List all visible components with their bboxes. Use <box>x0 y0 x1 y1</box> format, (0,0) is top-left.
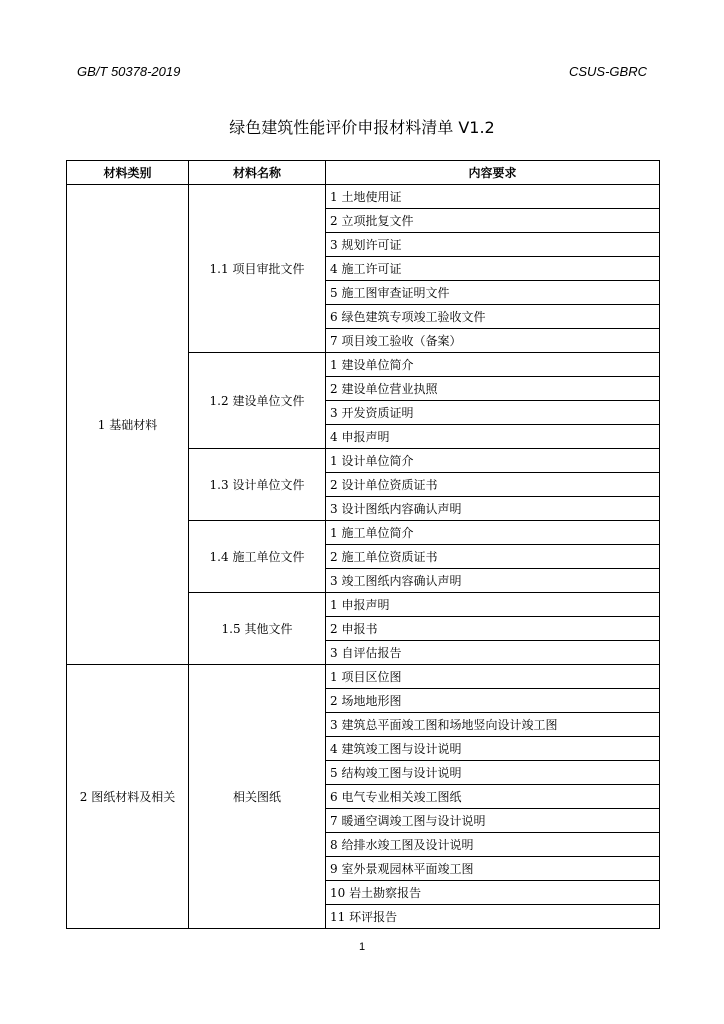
column-header-requirements: 内容要求 <box>326 161 660 185</box>
column-header-material-name: 材料名称 <box>189 161 326 185</box>
materials-table <box>66 160 660 929</box>
requirement-cell: 10 岩土勘察报告 <box>326 881 660 905</box>
requirement-cell: 8 给排水竣工图及设计说明 <box>326 833 660 857</box>
requirement-cell: 3 竣工图纸内容确认声明 <box>326 569 660 593</box>
requirement-cell: 2 设计单位资质证书 <box>326 473 660 497</box>
column-header-category: 材料类别 <box>67 161 189 185</box>
header-standard-code: GB/T 50378-2019 <box>77 64 181 79</box>
requirement-cell: 9 室外景观园林平面竣工图 <box>326 857 660 881</box>
requirement-cell: 2 立项批复文件 <box>326 209 660 233</box>
category-cell: 2 图纸材料及相关 <box>67 665 189 929</box>
requirement-cell: 7 暖通空调竣工图与设计说明 <box>326 809 660 833</box>
header-organization: CSUS-GBRC <box>568 64 647 79</box>
requirement-cell: 3 设计图纸内容确认声明 <box>326 497 660 521</box>
requirement-cell: 4 申报声明 <box>326 425 660 449</box>
page-number: 1 <box>358 941 366 953</box>
requirement-cell: 5 结构竣工图与设计说明 <box>326 761 660 785</box>
requirement-cell: 5 施工图审查证明文件 <box>326 281 660 305</box>
requirement-cell: 4 施工许可证 <box>326 257 660 281</box>
requirement-cell: 11 环评报告 <box>326 905 660 929</box>
requirement-cell: 4 建筑竣工图与设计说明 <box>326 737 660 761</box>
requirement-cell: 1 设计单位简介 <box>326 449 660 473</box>
material-name-cell: 1.5 其他文件 <box>189 593 326 665</box>
material-name-cell: 1.4 施工单位文件 <box>189 521 326 593</box>
requirement-cell: 1 建设单位简介 <box>326 353 660 377</box>
requirement-cell: 2 施工单位资质证书 <box>326 545 660 569</box>
document-title: 绿色建筑性能评价申报材料清单 V1.2 <box>229 118 495 137</box>
requirement-cell: 1 项目区位图 <box>326 665 660 689</box>
category-cell: 1 基础材料 <box>67 185 189 665</box>
material-name-cell: 相关图纸 <box>189 665 326 929</box>
table-header-row <box>67 161 660 185</box>
requirement-cell: 2 申报书 <box>326 617 660 641</box>
requirement-cell: 1 施工单位简介 <box>326 521 660 545</box>
table-row <box>67 185 660 209</box>
requirement-cell: 3 建筑总平面竣工图和场地竖向设计竣工图 <box>326 713 660 737</box>
material-name-cell: 1.1 项目审批文件 <box>189 185 326 353</box>
requirement-cell: 2 建设单位营业执照 <box>326 377 660 401</box>
requirement-cell: 3 自评估报告 <box>326 641 660 665</box>
requirement-cell: 7 项目竣工验收（备案） <box>326 329 660 353</box>
table-row <box>67 665 660 689</box>
material-name-cell: 1.3 设计单位文件 <box>189 449 326 521</box>
requirement-cell: 3 开发资质证明 <box>326 401 660 425</box>
requirement-cell: 6 电气专业相关竣工图纸 <box>326 785 660 809</box>
requirement-cell: 1 申报声明 <box>326 593 660 617</box>
material-name-cell: 1.2 建设单位文件 <box>189 353 326 449</box>
requirement-cell: 1 土地使用证 <box>326 185 660 209</box>
requirement-cell: 3 规划许可证 <box>326 233 660 257</box>
requirement-cell: 2 场地地形图 <box>326 689 660 713</box>
requirement-cell: 6 绿色建筑专项竣工验收文件 <box>326 305 660 329</box>
